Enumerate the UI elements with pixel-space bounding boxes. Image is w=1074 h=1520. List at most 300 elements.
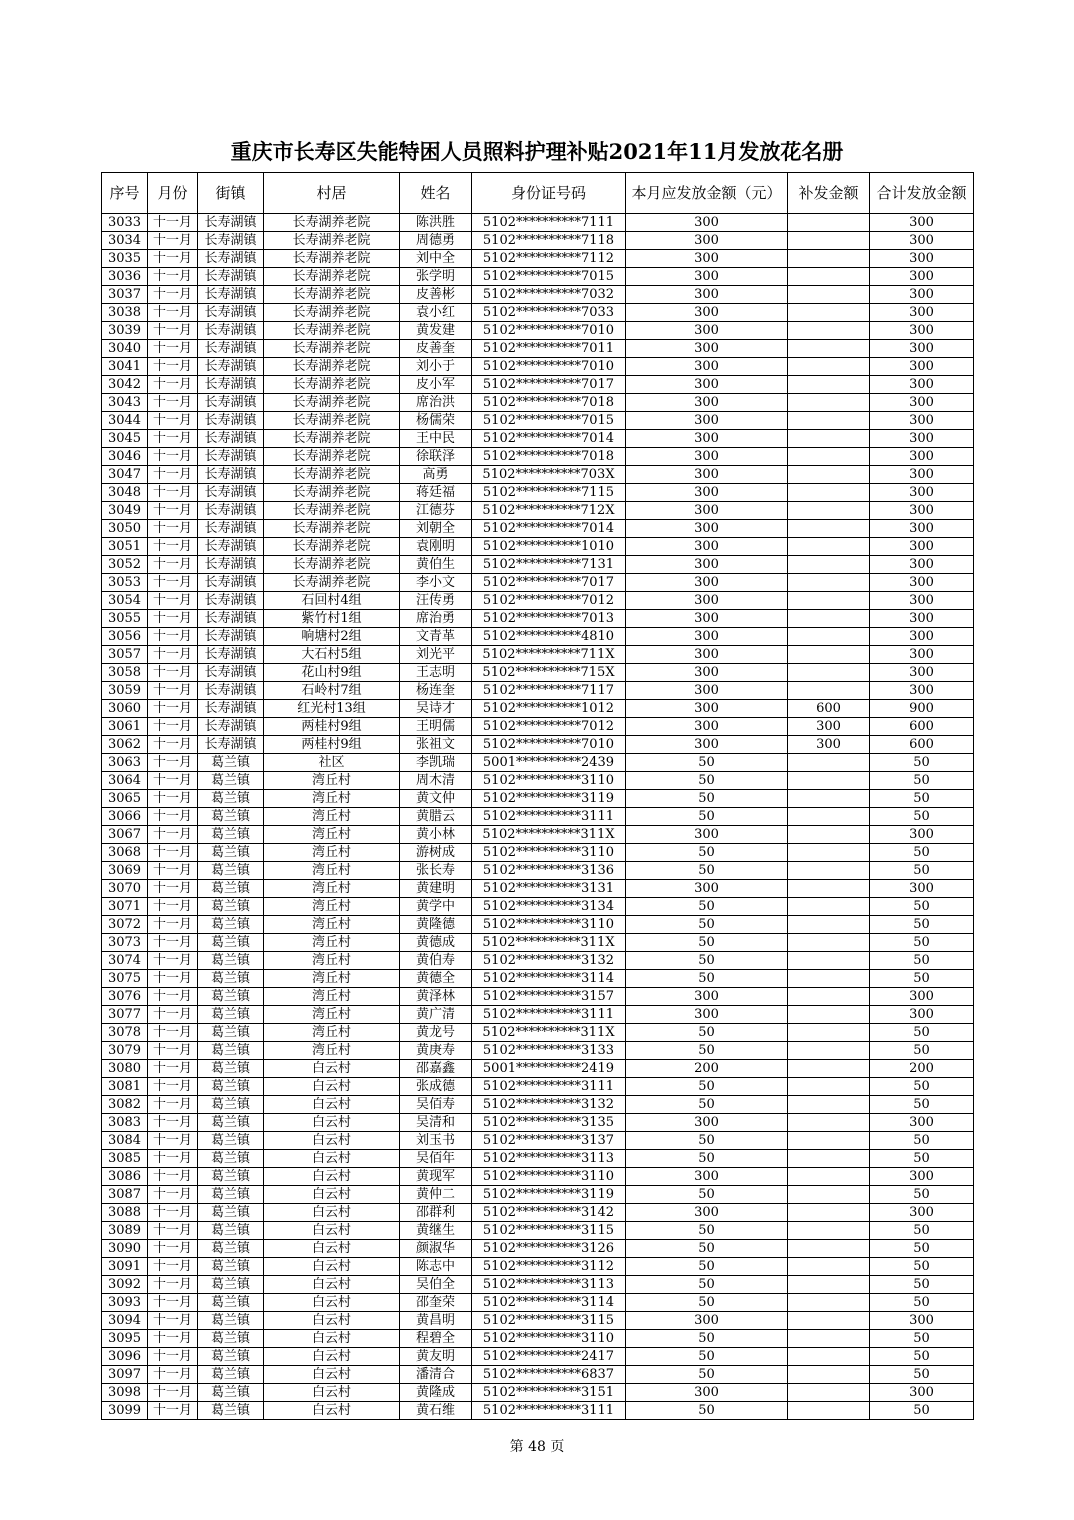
cell-village: 白云村 [264,1402,400,1420]
cell-name: 游树成 [400,844,472,862]
cell-monthly-amount: 50 [626,1402,788,1420]
table-row [102,1258,974,1276]
cell-town: 葛兰镇 [198,862,264,880]
cell-total-amount: 300 [870,304,974,322]
cell-town: 长寿湖镇 [198,664,264,682]
cell-total-amount: 600 [870,736,974,754]
cell-id-number: 5102**********7131 [472,556,626,574]
cell-id-number: 5102**********3114 [472,1294,626,1312]
cell-monthly-amount: 50 [626,862,788,880]
cell-town: 葛兰镇 [198,1006,264,1024]
table-row [102,1276,974,1294]
cell-monthly-amount: 300 [626,628,788,646]
cell-month: 十一月 [148,538,198,556]
cell-back-pay [788,250,870,268]
cell-name: 黄小林 [400,826,472,844]
cell-name: 陈洪胜 [400,214,472,232]
cell-name: 张长寿 [400,862,472,880]
cell-back-pay [788,880,870,898]
cell-town: 长寿湖镇 [198,358,264,376]
cell-village: 长寿湖养老院 [264,502,400,520]
cell-village: 白云村 [264,1060,400,1078]
cell-name: 黄建明 [400,880,472,898]
cell-total-amount: 300 [870,682,974,700]
cell-index: 3074 [102,952,148,970]
table-body [102,214,974,1420]
cell-village: 湾丘村 [264,862,400,880]
cell-town: 葛兰镇 [198,1402,264,1420]
cell-index: 3044 [102,412,148,430]
cell-id-number: 5102**********3132 [472,952,626,970]
cell-month: 十一月 [148,1132,198,1150]
header-month: 月份 [148,173,198,214]
table-row [102,1168,974,1186]
table-row [102,862,974,880]
cell-town: 葛兰镇 [198,1150,264,1168]
cell-town: 长寿湖镇 [198,466,264,484]
cell-month: 十一月 [148,1366,198,1384]
cell-village: 长寿湖养老院 [264,214,400,232]
cell-month: 十一月 [148,268,198,286]
table-row [102,358,974,376]
cell-town: 长寿湖镇 [198,574,264,592]
cell-monthly-amount: 300 [626,484,788,502]
cell-index: 3073 [102,934,148,952]
cell-index: 3087 [102,1186,148,1204]
cell-total-amount: 50 [870,1096,974,1114]
cell-monthly-amount: 300 [626,610,788,628]
cell-id-number: 5102**********3132 [472,1096,626,1114]
cell-back-pay [788,628,870,646]
cell-name: 吴诗才 [400,700,472,718]
cell-back-pay [788,898,870,916]
cell-village: 白云村 [264,1348,400,1366]
cell-village: 长寿湖养老院 [264,340,400,358]
cell-month: 十一月 [148,1276,198,1294]
cell-village: 白云村 [264,1312,400,1330]
cell-monthly-amount: 300 [626,430,788,448]
table-row [102,322,974,340]
cell-monthly-amount: 50 [626,934,788,952]
cell-index: 3057 [102,646,148,664]
cell-town: 葛兰镇 [198,1222,264,1240]
cell-village: 白云村 [264,1078,400,1096]
cell-index: 3055 [102,610,148,628]
cell-village: 社区 [264,754,400,772]
cell-town: 长寿湖镇 [198,538,264,556]
cell-total-amount: 200 [870,1060,974,1078]
cell-village: 白云村 [264,1294,400,1312]
cell-back-pay [788,394,870,412]
cell-total-amount: 50 [870,916,974,934]
cell-name: 袁小红 [400,304,472,322]
cell-town: 葛兰镇 [198,844,264,862]
cell-index: 3038 [102,304,148,322]
cell-index: 3082 [102,1096,148,1114]
cell-index: 3041 [102,358,148,376]
cell-monthly-amount: 50 [626,1366,788,1384]
cell-total-amount: 300 [870,214,974,232]
cell-index: 3063 [102,754,148,772]
cell-month: 十一月 [148,304,198,322]
cell-id-number: 5102**********7017 [472,376,626,394]
cell-back-pay [788,1384,870,1402]
cell-name: 袁刚明 [400,538,472,556]
cell-id-number: 5102**********3157 [472,988,626,1006]
cell-back-pay [788,466,870,484]
cell-total-amount: 50 [870,1276,974,1294]
table-row [102,988,974,1006]
cell-total-amount: 50 [870,1294,974,1312]
cell-id-number: 5102**********3111 [472,808,626,826]
cell-id-number: 5102**********3151 [472,1384,626,1402]
cell-name: 王志明 [400,664,472,682]
cell-name: 张祖文 [400,736,472,754]
cell-back-pay [788,322,870,340]
cell-monthly-amount: 300 [626,1312,788,1330]
cell-name: 李凯瑞 [400,754,472,772]
cell-name: 席治洪 [400,394,472,412]
table-row [102,430,974,448]
cell-village: 白云村 [264,1330,400,1348]
cell-name: 吴佰寿 [400,1096,472,1114]
cell-monthly-amount: 300 [626,592,788,610]
cell-village: 湾丘村 [264,880,400,898]
roster-table [101,172,974,1420]
cell-index: 3065 [102,790,148,808]
cell-town: 葛兰镇 [198,1078,264,1096]
cell-monthly-amount: 50 [626,952,788,970]
cell-name: 张学明 [400,268,472,286]
cell-monthly-amount: 300 [626,520,788,538]
table-row [102,880,974,898]
cell-month: 十一月 [148,808,198,826]
cell-town: 长寿湖镇 [198,340,264,358]
cell-month: 十一月 [148,286,198,304]
cell-village: 长寿湖养老院 [264,556,400,574]
table-row [102,304,974,322]
cell-name: 王中民 [400,430,472,448]
cell-month: 十一月 [148,1078,198,1096]
cell-index: 3092 [102,1276,148,1294]
cell-index: 3066 [102,808,148,826]
table-row [102,610,974,628]
cell-name: 杨连奎 [400,682,472,700]
cell-name: 黄文仲 [400,790,472,808]
header-village: 村居 [264,173,400,214]
cell-monthly-amount: 50 [626,808,788,826]
cell-back-pay [788,646,870,664]
cell-total-amount: 300 [870,502,974,520]
cell-id-number: 5102**********1010 [472,538,626,556]
cell-index: 3068 [102,844,148,862]
cell-month: 十一月 [148,790,198,808]
cell-total-amount: 50 [870,1258,974,1276]
cell-back-pay [788,448,870,466]
cell-total-amount: 300 [870,988,974,1006]
cell-index: 3084 [102,1132,148,1150]
cell-id-number: 5102**********311X [472,826,626,844]
cell-total-amount: 300 [870,1006,974,1024]
cell-index: 3035 [102,250,148,268]
cell-month: 十一月 [148,1294,198,1312]
cell-id-number: 5102**********7012 [472,592,626,610]
cell-total-amount: 50 [870,970,974,988]
cell-village: 湾丘村 [264,988,400,1006]
cell-monthly-amount: 300 [626,1114,788,1132]
cell-total-amount: 300 [870,358,974,376]
cell-month: 十一月 [148,1222,198,1240]
cell-town: 长寿湖镇 [198,214,264,232]
cell-id-number: 5102**********7018 [472,394,626,412]
table-row [102,1150,974,1168]
cell-id-number: 5102**********3113 [472,1276,626,1294]
cell-month: 十一月 [148,952,198,970]
cell-village: 白云村 [264,1150,400,1168]
cell-village: 长寿湖养老院 [264,376,400,394]
table-row [102,646,974,664]
cell-back-pay [788,304,870,322]
cell-monthly-amount: 300 [626,736,788,754]
cell-town: 葛兰镇 [198,1186,264,1204]
cell-name: 黄广清 [400,1006,472,1024]
cell-village: 花山村9组 [264,664,400,682]
cell-back-pay [788,754,870,772]
cell-monthly-amount: 50 [626,1330,788,1348]
cell-id-number: 5102**********311X [472,934,626,952]
cell-index: 3060 [102,700,148,718]
cell-monthly-amount: 300 [626,412,788,430]
cell-monthly-amount: 300 [626,538,788,556]
table-row [102,412,974,430]
cell-name: 黄学中 [400,898,472,916]
cell-name: 黄庚寿 [400,1042,472,1060]
cell-id-number: 5102**********3110 [472,1330,626,1348]
cell-town: 葛兰镇 [198,880,264,898]
cell-month: 十一月 [148,880,198,898]
cell-back-pay [788,1222,870,1240]
cell-village: 长寿湖养老院 [264,538,400,556]
table-row [102,736,974,754]
cell-monthly-amount: 50 [626,1222,788,1240]
cell-name: 吴清和 [400,1114,472,1132]
cell-village: 白云村 [264,1204,400,1222]
cell-month: 十一月 [148,430,198,448]
cell-monthly-amount: 50 [626,1186,788,1204]
cell-month: 十一月 [148,412,198,430]
cell-index: 3096 [102,1348,148,1366]
cell-village: 湾丘村 [264,1006,400,1024]
cell-id-number: 5102**********712X [472,502,626,520]
cell-total-amount: 300 [870,412,974,430]
cell-total-amount: 300 [870,592,974,610]
cell-town: 葛兰镇 [198,1024,264,1042]
table-row [102,484,974,502]
page-title: 重庆市长寿区失能特困人员照料护理补贴2021年11月发放花名册 [230,139,844,164]
cell-id-number: 5102**********3119 [472,790,626,808]
table-row [102,952,974,970]
cell-total-amount: 50 [870,1078,974,1096]
table-row [102,268,974,286]
cell-back-pay [788,1240,870,1258]
cell-town: 长寿湖镇 [198,592,264,610]
cell-month: 十一月 [148,502,198,520]
cell-month: 十一月 [148,1060,198,1078]
cell-total-amount: 50 [870,754,974,772]
cell-id-number: 5102**********7010 [472,736,626,754]
cell-total-amount: 300 [870,880,974,898]
cell-total-amount: 50 [870,1150,974,1168]
cell-town: 葛兰镇 [198,1240,264,1258]
cell-id-number: 5102**********3111 [472,1078,626,1096]
cell-town: 长寿湖镇 [198,232,264,250]
cell-total-amount: 300 [870,376,974,394]
cell-monthly-amount: 50 [626,772,788,790]
cell-index: 3056 [102,628,148,646]
cell-month: 十一月 [148,448,198,466]
cell-name: 黄腊云 [400,808,472,826]
cell-back-pay: 300 [788,718,870,736]
cell-village: 白云村 [264,1132,400,1150]
cell-id-number: 5102**********7011 [472,340,626,358]
cell-month: 十一月 [148,628,198,646]
cell-monthly-amount: 300 [626,664,788,682]
cell-id-number: 5102**********7115 [472,484,626,502]
cell-back-pay [788,808,870,826]
cell-village: 石岭村7组 [264,682,400,700]
cell-month: 十一月 [148,1024,198,1042]
cell-monthly-amount: 50 [626,754,788,772]
cell-monthly-amount: 50 [626,1240,788,1258]
table-row [102,718,974,736]
cell-id-number: 5102**********6837 [472,1366,626,1384]
cell-total-amount: 300 [870,286,974,304]
cell-monthly-amount: 300 [626,1204,788,1222]
cell-id-number: 5102**********3110 [472,844,626,862]
cell-back-pay [788,592,870,610]
cell-index: 3048 [102,484,148,502]
cell-id-number: 5102**********711X [472,646,626,664]
table-row [102,700,974,718]
cell-town: 葛兰镇 [198,988,264,1006]
cell-name: 黄昌明 [400,1312,472,1330]
cell-total-amount: 300 [870,574,974,592]
table-row [102,1294,974,1312]
cell-index: 3050 [102,520,148,538]
cell-month: 十一月 [148,1042,198,1060]
cell-name: 江德芬 [400,502,472,520]
cell-town: 葛兰镇 [198,1204,264,1222]
cell-village: 湾丘村 [264,970,400,988]
cell-id-number: 5102**********3142 [472,1204,626,1222]
cell-name: 徐联泽 [400,448,472,466]
cell-month: 十一月 [148,646,198,664]
cell-month: 十一月 [148,358,198,376]
cell-town: 葛兰镇 [198,1168,264,1186]
header-back-pay: 补发金额 [788,173,870,214]
cell-index: 3088 [102,1204,148,1222]
table-row [102,1060,974,1078]
cell-name: 黄继生 [400,1222,472,1240]
table-row [102,250,974,268]
cell-monthly-amount: 300 [626,358,788,376]
cell-total-amount: 50 [870,934,974,952]
cell-month: 十一月 [148,970,198,988]
table-row [102,844,974,862]
cell-total-amount: 300 [870,664,974,682]
cell-total-amount: 50 [870,1366,974,1384]
cell-index: 3052 [102,556,148,574]
cell-village: 湾丘村 [264,934,400,952]
cell-monthly-amount: 300 [626,682,788,700]
cell-index: 3098 [102,1384,148,1402]
cell-month: 十一月 [148,664,198,682]
cell-index: 3077 [102,1006,148,1024]
cell-name: 黄龙号 [400,1024,472,1042]
cell-total-amount: 300 [870,448,974,466]
cell-month: 十一月 [148,1096,198,1114]
cell-id-number: 5102**********3115 [472,1312,626,1330]
cell-id-number: 5102**********3111 [472,1402,626,1420]
table-row [102,556,974,574]
cell-index: 3045 [102,430,148,448]
cell-total-amount: 300 [870,646,974,664]
cell-id-number: 5102**********7112 [472,250,626,268]
cell-name: 王明儒 [400,718,472,736]
table-row [102,592,974,610]
cell-total-amount: 300 [870,250,974,268]
cell-month: 十一月 [148,592,198,610]
cell-town: 长寿湖镇 [198,502,264,520]
cell-back-pay [788,340,870,358]
table-row [102,448,974,466]
cell-monthly-amount: 50 [626,1150,788,1168]
cell-month: 十一月 [148,1168,198,1186]
cell-back-pay [788,1258,870,1276]
cell-town: 葛兰镇 [198,970,264,988]
cell-id-number: 5102**********4810 [472,628,626,646]
cell-name: 刘小于 [400,358,472,376]
cell-total-amount: 600 [870,718,974,736]
cell-total-amount: 50 [870,808,974,826]
table-row [102,790,974,808]
cell-month: 十一月 [148,736,198,754]
cell-name: 黄仲二 [400,1186,472,1204]
cell-back-pay [788,1150,870,1168]
table-row [102,1222,974,1240]
cell-name: 黄现军 [400,1168,472,1186]
cell-name: 黄石维 [400,1402,472,1420]
cell-back-pay [788,1204,870,1222]
cell-id-number: 5102**********3111 [472,1006,626,1024]
cell-name: 李小文 [400,574,472,592]
cell-town: 葛兰镇 [198,1330,264,1348]
cell-monthly-amount: 300 [626,880,788,898]
cell-index: 3047 [102,466,148,484]
cell-village: 长寿湖养老院 [264,322,400,340]
cell-index: 3051 [102,538,148,556]
cell-month: 十一月 [148,520,198,538]
cell-town: 长寿湖镇 [198,700,264,718]
cell-index: 3033 [102,214,148,232]
cell-total-amount: 300 [870,520,974,538]
cell-back-pay [788,772,870,790]
cell-village: 白云村 [264,1258,400,1276]
cell-total-amount: 50 [870,862,974,880]
table-row [102,1186,974,1204]
cell-index: 3079 [102,1042,148,1060]
cell-back-pay [788,1402,870,1420]
